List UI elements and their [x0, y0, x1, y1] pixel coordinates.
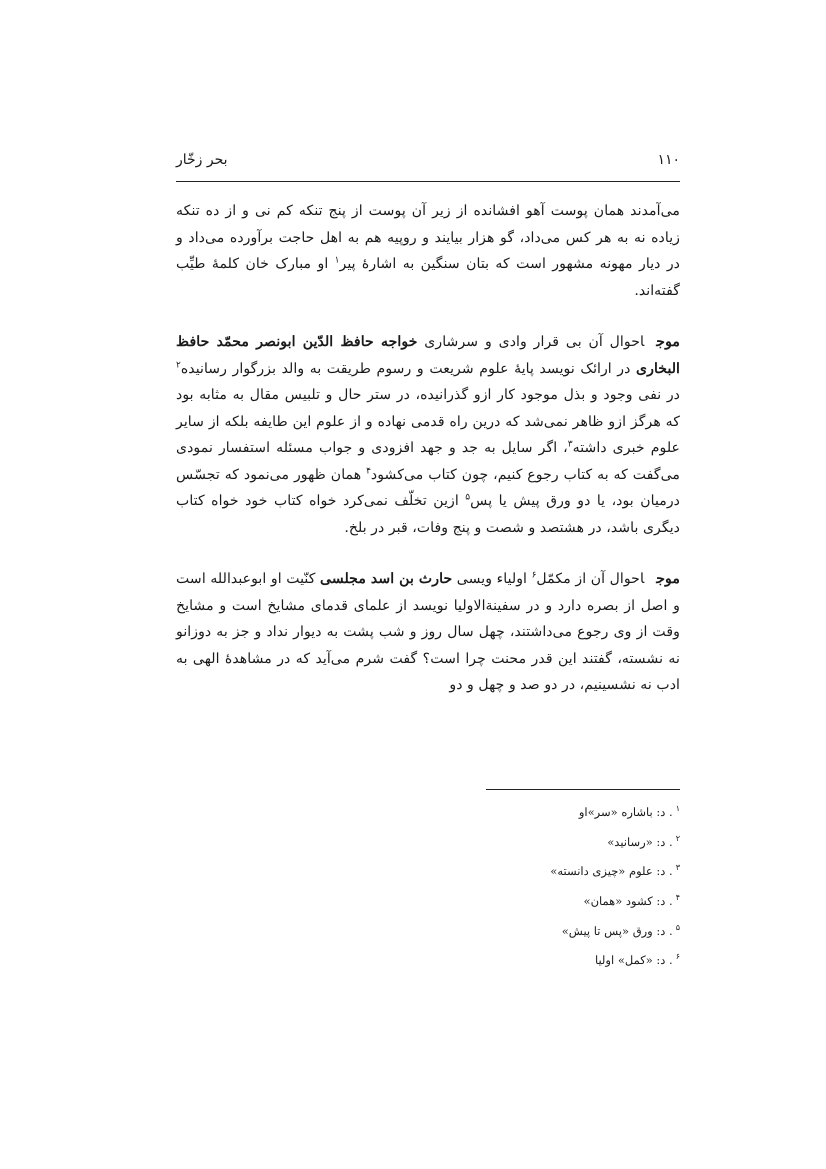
paragraph-2-part-6: ازین تخلّف نمی‌کرد خواه کتاب خود خواه کتاب دیگری باشد، در هشتصد و شصت و پنج وفات، قبر در بلخ.	[176, 493, 680, 536]
paragraph-3-part-2: اولیاء ویسی	[452, 571, 532, 587]
footnote-item	[380, 826, 680, 856]
footnote-item	[380, 855, 680, 885]
paragraph-2-part-2: در ارائک نویسد پایهٔ علوم شریعت و رسوم طریقت به والد بزرگوار رسانیده	[180, 360, 637, 377]
paragraph-3	[176, 566, 680, 699]
section-marker: موج	[656, 334, 680, 350]
footnote-text: . د: علوم «چیزی دانسته»	[550, 864, 673, 879]
footnote-item	[380, 885, 680, 915]
footnote-text: . د: «رسانید»	[607, 834, 673, 849]
footnotes	[380, 796, 680, 974]
paragraph-2-part-1: احوال آن بی قرار وادی و سرشاری	[417, 334, 645, 350]
paragraph-1-end: او مبارک خان کلمهٔ طیِّب گفته‌اند.	[176, 256, 680, 299]
footnote-text: . د: کشود «همان»	[583, 893, 673, 908]
footnote-ref-5: ۵	[465, 492, 471, 503]
paragraph-3-part-3: کنّیت او ابوعبدالله است و اصل از بصره دارد و در سفینةالاولیا نویسد از علمای قدمای مشایخ است و مشایخ وقت از وی رجوع می‌داشتند، چهل سال روز و شب پشت به دیوار نداد و جز به دوزانو نه نشسته، گفتند این قدر محنت چرا است؟ گفت شرم می‌آید که در مشاهدهٔ الهی به ادب نه نشسینیم، در دو صد و چهل و دو	[176, 571, 680, 693]
footnote-number: ۲	[675, 833, 680, 843]
footnote-text: . د: ورق «پس تا پیش»	[561, 923, 673, 938]
footnote-number: ۴	[675, 892, 680, 902]
paragraph-2-part-4: ، اگر سایل به جد و جهد افزودی و جواب مسئله استفسار نمودی می‌گفت که به کتاب رجوع کنیم، چون کتاب می‌کشود	[176, 440, 680, 483]
paragraph-2	[176, 329, 680, 541]
footnote-ref-4: ۴	[366, 465, 371, 476]
footnote-ref-1: ۱	[334, 255, 340, 266]
book-title: بحر زخّار	[176, 152, 228, 168]
footnote-number: ۶	[675, 952, 680, 962]
person-name: خواجه حافظ الدّین ابونصر محمّد حافظ البخاری	[176, 334, 680, 377]
footnote-item	[380, 915, 680, 945]
footnote-ref-2: ۲	[176, 359, 181, 370]
paragraph-1-text: می‌آمدند همان پوست آهو افشانده از زیر آن پوست از پنج تنکه کم نی و از ده تنکه زیاده نه به هر کس می‌داد، گو هزار بیایند و روپیه هم به اهل حاجت برآورده می‌داد و در دیار مهونه مشهور است که بتان سنگین به اشارهٔ پیر	[176, 203, 680, 272]
footnote-ref-6: ۶	[531, 570, 537, 581]
footnote-number: ۵	[675, 922, 680, 932]
section-marker: موج	[656, 571, 680, 587]
person-name: حارث بن اسد مجلسی	[320, 571, 453, 587]
footnote-divider	[486, 789, 680, 790]
paragraph-2-part-3: در نفی وجود و بذل موجود کار ازو گذرانیده، در ستر حال و تلبیس مقال به مثابه بود که هرگز ازو ظاهر نمی‌شد که درین راه قدمی نهاده و از علوم این طایفه بلکه از سایر علوم خبری داشته	[176, 387, 680, 456]
page-number: ۱۱۰	[657, 152, 680, 168]
footnote-item	[380, 796, 680, 826]
footnote-item	[380, 944, 680, 974]
footnote-text: . د: باشاره «سر»او	[578, 804, 673, 819]
paragraph-1	[176, 198, 680, 304]
paragraph-3-part-1: احوال آن از مکمّل	[536, 571, 645, 587]
header-divider	[176, 181, 680, 182]
paragraph-2-part-5: همان ظهور می‌نمود که تجسّس درمیان بود، یا دو ورق پیش یا پس	[176, 466, 680, 509]
running-header	[176, 146, 680, 174]
footnote-number: ۱	[675, 804, 680, 813]
main-text	[176, 198, 680, 699]
footnote-number: ۳	[675, 863, 680, 873]
footnote-ref-3: ۳	[567, 439, 573, 450]
footnote-text: . د: «کمل» اولیا	[594, 952, 673, 967]
